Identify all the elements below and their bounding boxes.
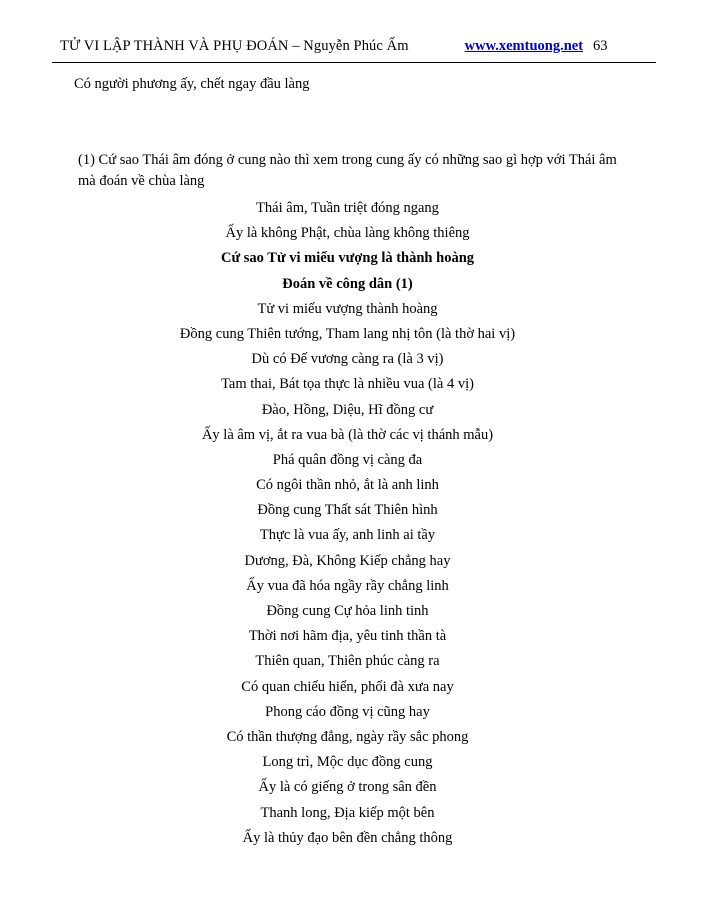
verse-line: Thời nơi hãm địa, yêu tinh thần tà	[248, 628, 447, 645]
verse-line: Đồng cung Thất sát Thiên hình	[257, 502, 438, 519]
verse-line: Dù có Đế vương càng ra (là 3 vị)	[251, 351, 444, 368]
verse-line: Đoán về công dân (1)	[282, 275, 413, 292]
intro-line: Có người phương ấy, chết ngay đầu làng	[74, 76, 310, 92]
verse-line: Ấy là có giếng ở trong sân đền	[258, 779, 437, 796]
verse-line: Phong cáo đồng vị cũng hay	[265, 703, 430, 720]
verse-line: Có thần thượng đẳng, ngày rầy sắc phong	[226, 728, 469, 745]
verse-line: Thiên quan, Thiên phúc càng ra	[255, 653, 440, 670]
header-website-link[interactable]: www.xemtuong.net	[464, 38, 584, 54]
header-title: TỬ VI LẬP THÀNH VÀ PHỤ ĐOÁN – Nguyễn Phúc Ấm	[60, 38, 409, 54]
footnote-paragraph: (1) Cứ sao Thái âm đóng ở cung nào thì xem trong cung ấy có những sao gì hợp với Thái âm mà đoán về chùa làng	[78, 152, 617, 189]
verse-line: Tử vi miếu vượng thành hoàng	[257, 300, 438, 317]
verse-line: Thanh long, Địa kiếp một bên	[260, 804, 435, 821]
verse-line: Ấy là âm vị, ắt ra vua bà (là thờ các vị thánh mẫu)	[201, 426, 494, 443]
verse-line: Thái âm, Tuần triệt đóng ngang	[256, 200, 439, 216]
verse-line: Đồng cung Cự hỏa linh tinh	[266, 603, 429, 619]
verse-line: Thực là vua ấy, anh linh ai tầy	[259, 527, 436, 544]
verse-line: Ấy là thủy đạo bên đền chẳng thông	[242, 829, 453, 846]
verse-line: Tam thai, Bát tọa thực là nhiều vua (là 4 vị)	[221, 376, 474, 393]
verse-line: Đào, Hồng, Diệu, Hĩ đồng cư	[261, 401, 434, 418]
verse-line: Phá quân đồng vị càng đa	[272, 451, 423, 468]
header-divider	[52, 62, 656, 63]
verse-line: Có ngôi thần nhỏ, ắt là anh linh	[256, 477, 439, 494]
verse-list	[0, 196, 705, 851]
verse-line: Ấy vua đã hóa ngầy rầy chẳng linh	[246, 577, 449, 594]
verse-line: Dương, Đà, Không Kiếp chẳng hay	[244, 552, 451, 569]
page-header	[60, 38, 665, 55]
verse-line: Ấy là không Phật, chùa làng không thiêng	[225, 225, 470, 242]
page-number: 63	[593, 38, 608, 54]
verse-line: Cứ sao Tử vi miếu vượng là thành hoàng	[220, 250, 475, 267]
verse-line: Đồng cung Thiên tướng, Tham lang nhị tôn (là thờ hai vị)	[179, 325, 516, 342]
verse-line: Có quan chiếu hiển, phối đà xưa nay	[241, 678, 454, 695]
verse-line: Long trì, Mộc dục đồng cung	[262, 754, 433, 771]
intro-line-block	[74, 77, 634, 92]
